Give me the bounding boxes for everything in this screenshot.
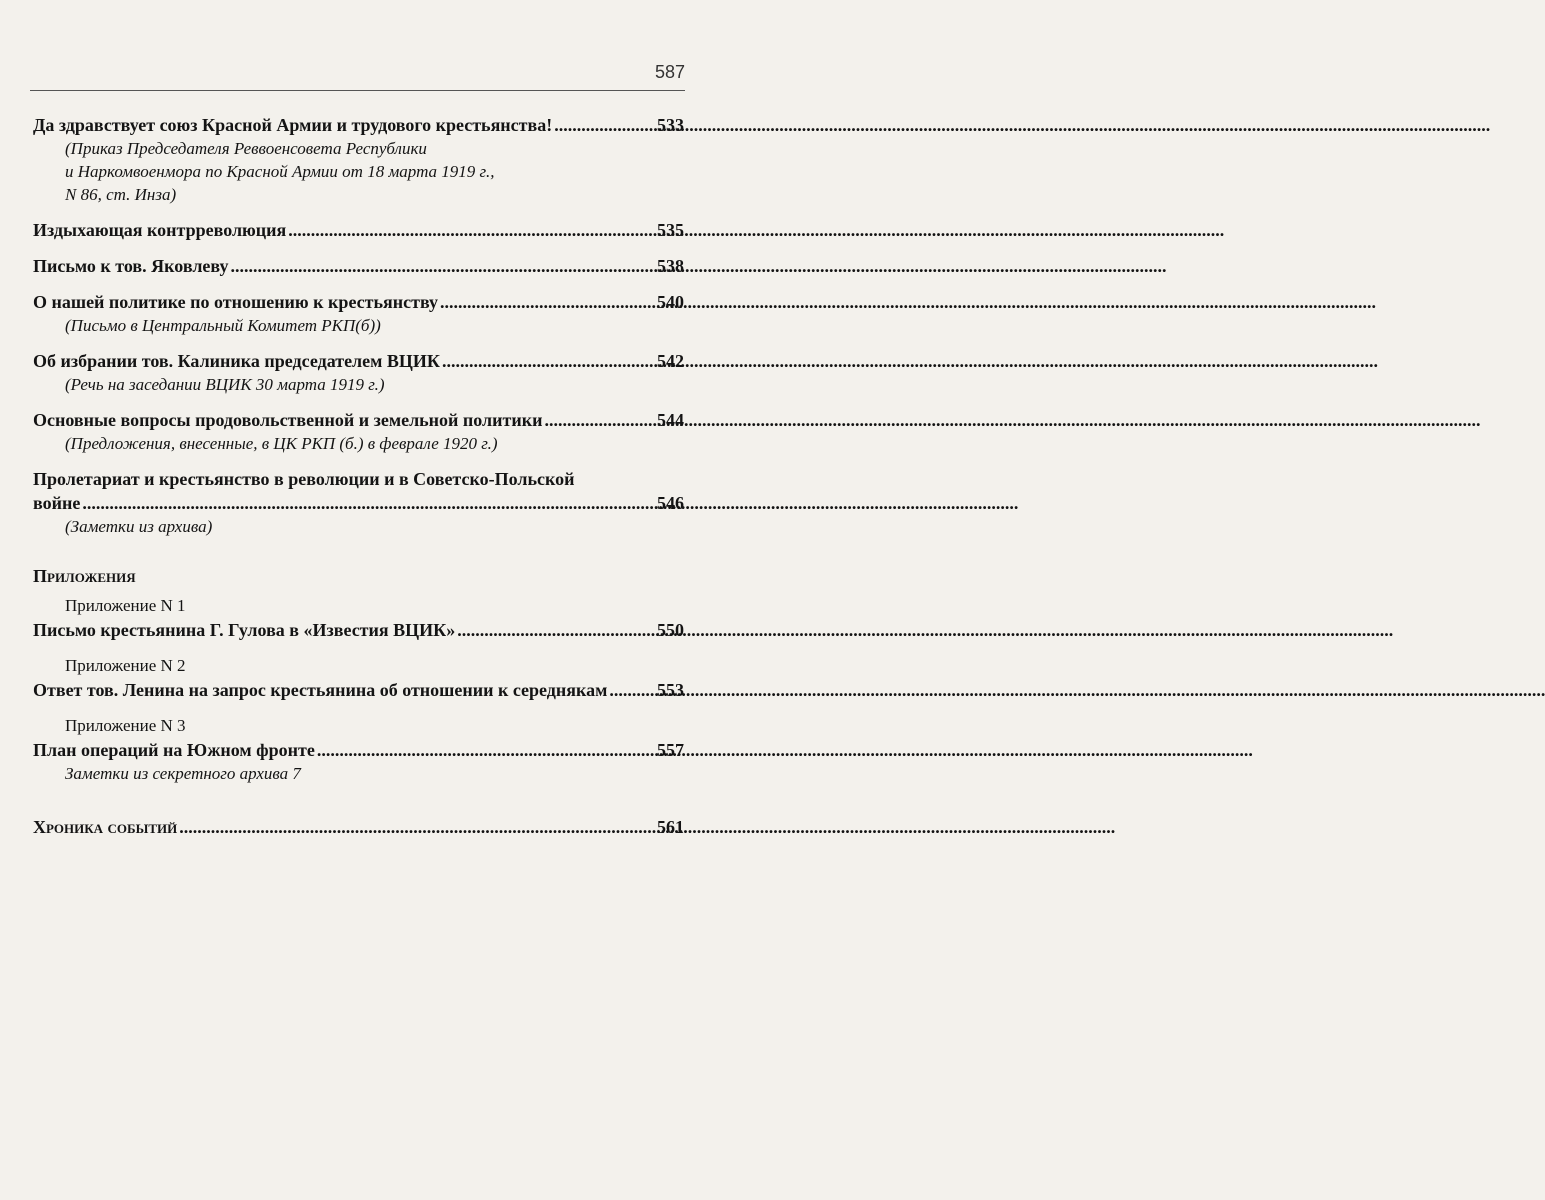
dot-leader	[317, 738, 655, 762]
toc-entry-page: 557	[657, 740, 684, 760]
toc-entry-page: 540	[657, 292, 684, 312]
dot-leader	[179, 815, 655, 839]
toc-entry[interactable]	[33, 738, 684, 785]
toc-entry-title: Да здравствует союз Красной Армии и трудового крестьянства!	[33, 115, 553, 135]
note-line: Заметки из секретного архива 7	[65, 764, 301, 783]
toc-entry[interactable]	[33, 290, 684, 337]
toc-entry[interactable]	[33, 218, 684, 242]
toc-entry-page: 533	[657, 115, 684, 135]
toc-entry-title: Письмо к тов. Яковлеву	[33, 256, 229, 276]
toc-entry[interactable]	[33, 349, 684, 396]
toc-entry-title: Издыхающая контрреволюция	[33, 220, 287, 240]
toc-entry-page: 546	[657, 493, 684, 513]
toc-entry-note	[33, 137, 684, 206]
note-line: (Предложения, внесенные, в ЦК РКП (б.) в феврале 1920 г.)	[65, 434, 498, 453]
toc-entry-page: 542	[657, 351, 684, 371]
dot-leader	[231, 254, 655, 278]
dot-leader	[288, 218, 655, 242]
appendix-label: Приложение N 1	[65, 596, 186, 615]
toc-entry[interactable]	[33, 467, 684, 538]
header-rule	[30, 90, 685, 91]
dot-leader	[554, 113, 655, 137]
appendices-heading: Приложения	[33, 566, 136, 586]
toc-entry-note	[33, 515, 684, 538]
note-line: (Письмо в Центральный Комитет РКП(б))	[65, 316, 381, 335]
dot-leader	[544, 408, 655, 432]
appendix-label: Приложение N 2	[65, 656, 186, 675]
toc-entry-title: Об избрании тов. Калиника председателем ВЦИК	[33, 351, 440, 371]
toc-entry-title: План операций на Южном фронте	[33, 740, 315, 760]
toc-entry-note	[33, 762, 684, 785]
appendix-label: Приложение N 3	[65, 716, 186, 735]
note-line: (Приказ Председателя Реввоенсовета Республики	[65, 139, 427, 158]
toc-entry[interactable]	[33, 408, 684, 455]
toc-entry-page: 561	[657, 817, 684, 837]
table-of-contents	[33, 113, 684, 851]
toc-entry-title: Основные вопросы продовольственной и земельной политики	[33, 410, 543, 430]
toc-entry-page: 550	[657, 620, 684, 640]
note-line: и Наркомвоенмора по Красной Армии от 18 марта 1919 г.,	[65, 162, 495, 181]
toc-entry[interactable]	[33, 254, 684, 278]
toc-entry-page: 538	[657, 256, 684, 276]
toc-entry-note	[33, 432, 684, 455]
toc-entry-title: О нашей политике по отношению к крестьянству	[33, 292, 439, 312]
note-line: N 86, ст. Инза)	[65, 185, 177, 204]
toc-entry-page: 553	[657, 680, 684, 700]
toc-entry-page: 544	[657, 410, 684, 430]
toc-entry[interactable]	[33, 113, 684, 206]
toc-entry-title: Письмо крестьянина Г. Гулова в «Известия ВЦИК»	[33, 620, 456, 640]
toc-entry-title-cont: войне	[33, 493, 81, 513]
dot-leader	[442, 349, 655, 373]
toc-entry[interactable]	[33, 618, 684, 642]
note-line: (Заметки из архива)	[65, 517, 213, 536]
toc-entry-note	[33, 373, 684, 396]
dot-leader	[440, 290, 655, 314]
toc-entry-title: Ответ тов. Ленина на запрос крестьянина об отношении к середнякам	[33, 680, 608, 700]
toc-entry-note	[33, 314, 684, 337]
toc-entry-title: Пролетариат и крестьянство в революции и в Советско-Польской	[33, 469, 575, 489]
toc-entry-title: Хроника событий	[33, 817, 178, 837]
toc-entry-chronicle[interactable]	[33, 815, 684, 839]
note-line: (Речь на заседании ВЦИК 30 марта 1919 г.)	[65, 375, 385, 394]
dot-leader	[82, 491, 655, 515]
toc-entry-page: 535	[657, 220, 684, 240]
dot-leader	[609, 678, 655, 702]
page-number: 587	[654, 62, 685, 82]
toc-entry[interactable]	[33, 678, 684, 702]
dot-leader	[457, 618, 655, 642]
